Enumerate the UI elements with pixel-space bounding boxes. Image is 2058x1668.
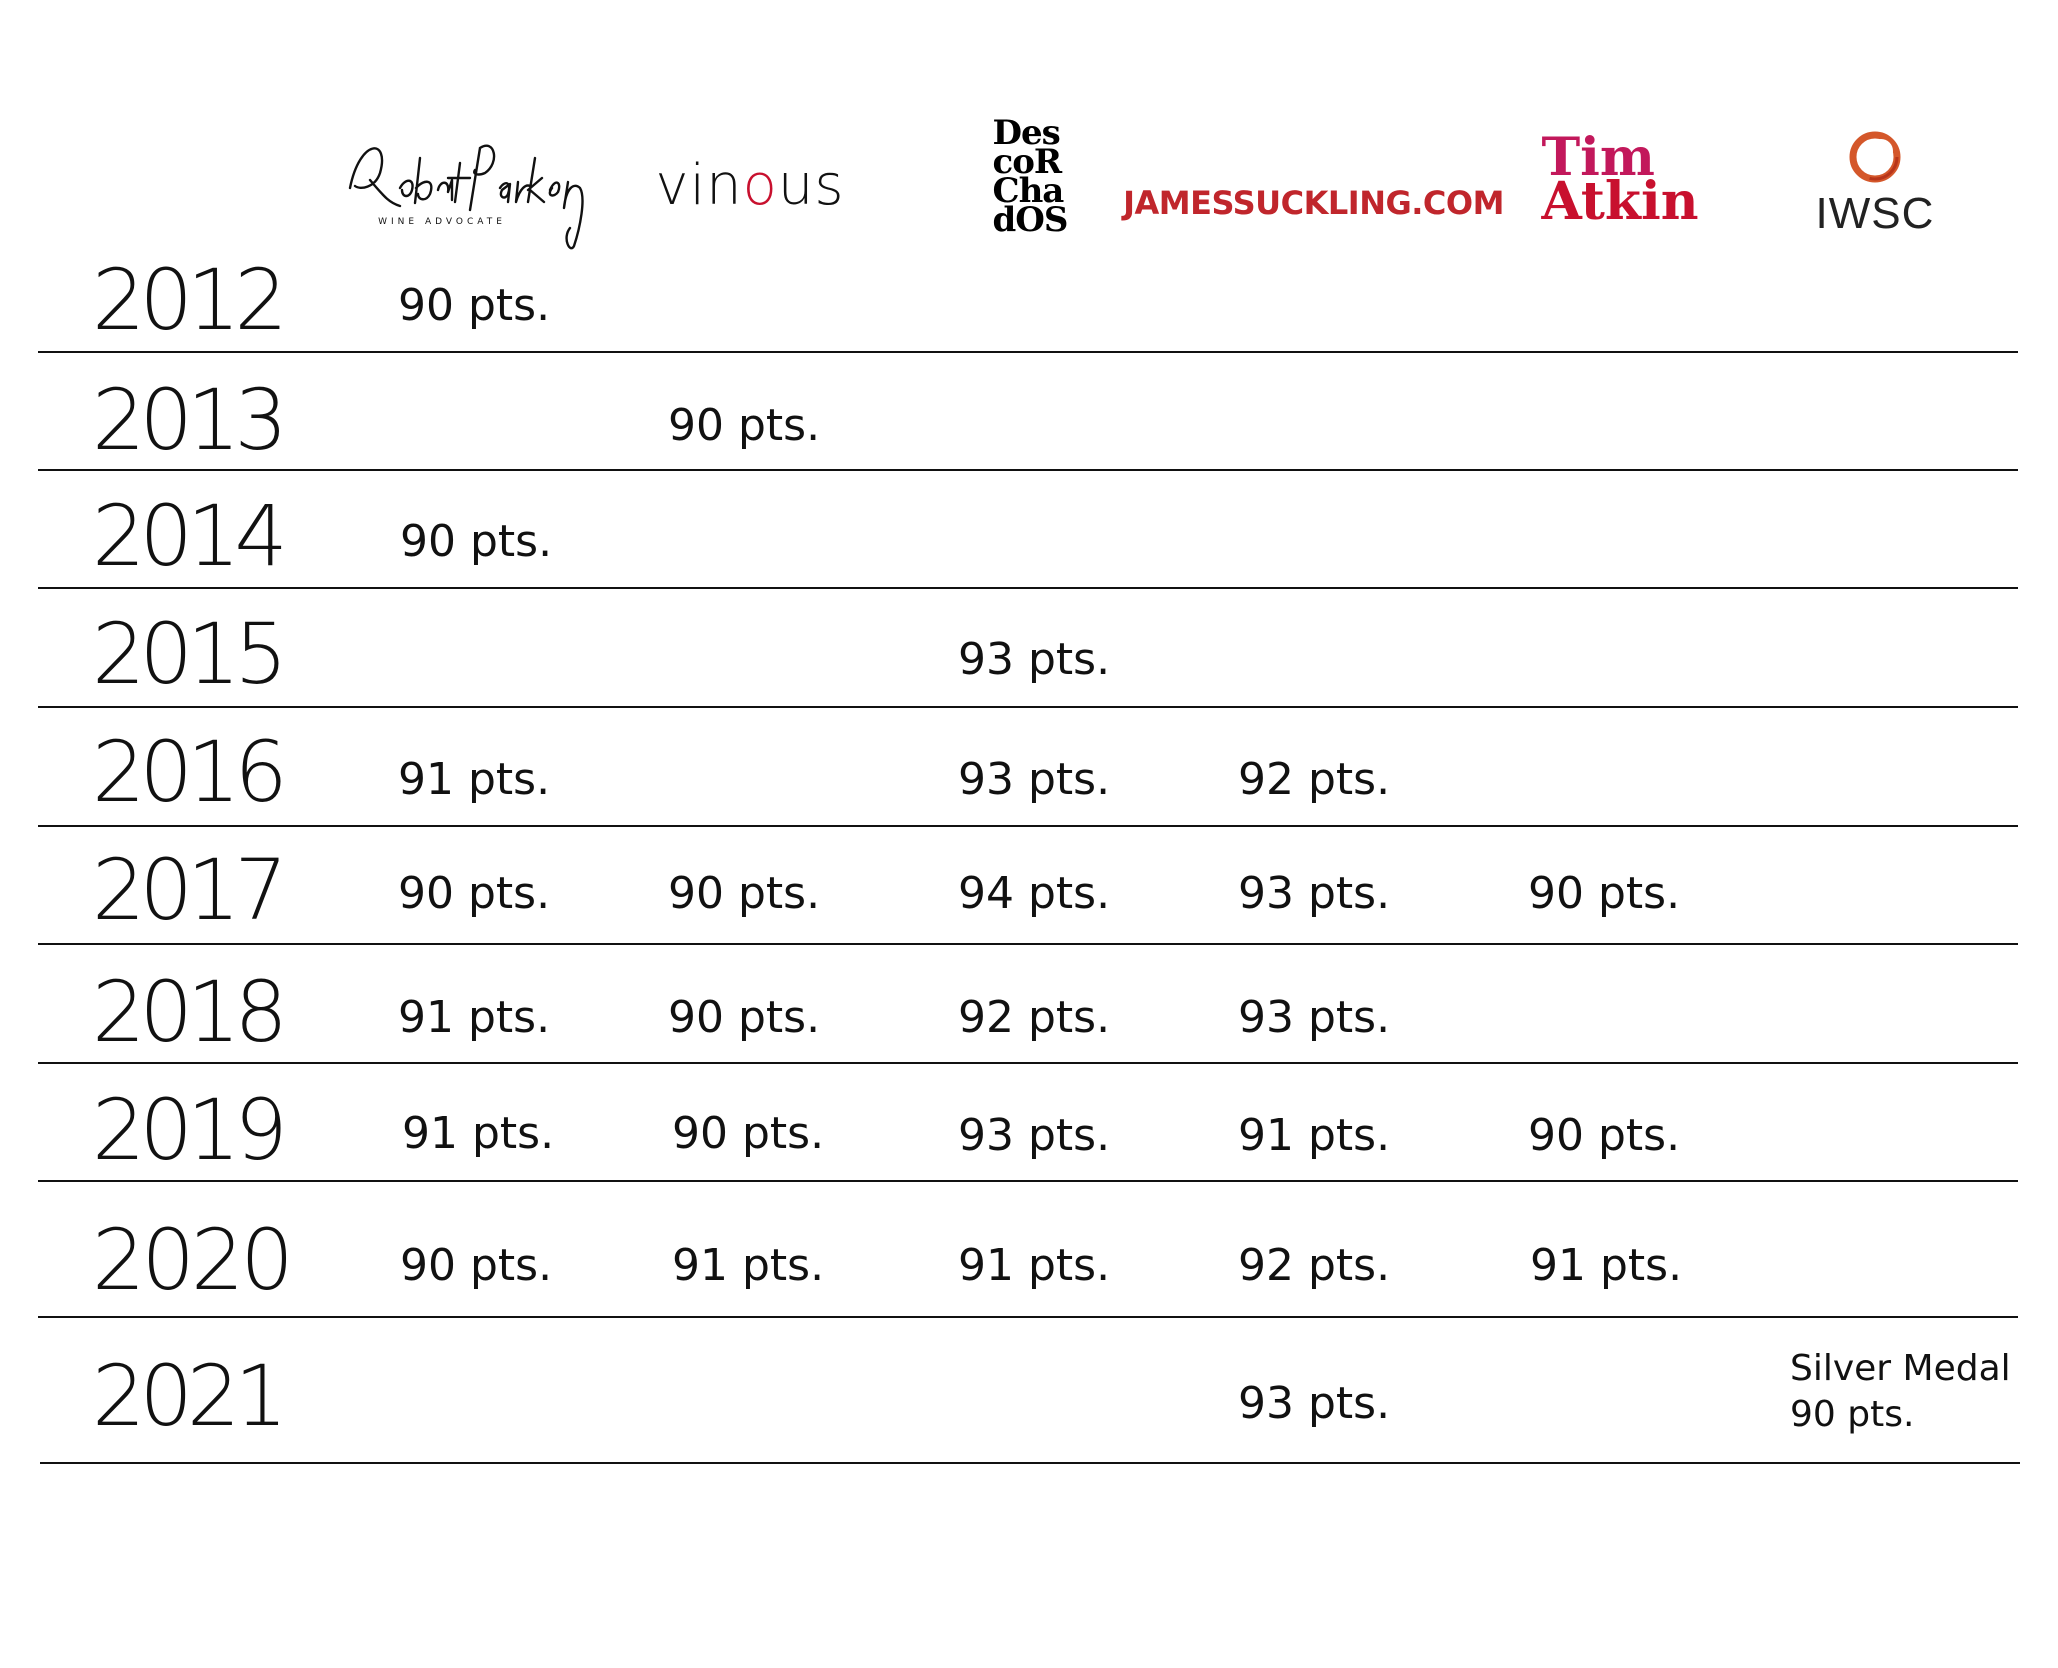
row-divider	[38, 1180, 2018, 1182]
score-cell: 92 pts.	[1238, 754, 1391, 805]
year-label: 2015	[92, 605, 282, 703]
year-label: 2014	[92, 487, 282, 585]
score-cell: 91 pts.	[958, 1240, 1111, 1291]
score-cell: 91 pts.	[398, 754, 551, 805]
year-label: 2021	[92, 1347, 282, 1445]
score-cell: 90 pts.	[1528, 868, 1681, 919]
score-cell: 90 pts.	[398, 280, 551, 331]
row-divider	[38, 943, 2018, 945]
row-divider	[38, 1062, 2018, 1064]
tim-atkin-wordmark: Tim Atkin	[1541, 127, 1699, 232]
jamessuckling-wordmark: JAMESSUCKLING.COM	[1123, 184, 1504, 222]
descorchados-wordmark: Des coR Cha dOS	[992, 113, 1068, 240]
score-cell: 92 pts.	[1238, 1240, 1391, 1291]
score-cell: 91 pts.	[1238, 1110, 1391, 1161]
score-cell: 93 pts.	[958, 1110, 1111, 1161]
year-label: 2018	[92, 963, 282, 1061]
row-divider	[38, 825, 2018, 827]
score-cell: 90 pts.	[398, 868, 551, 919]
award-points: 90 pts.	[1790, 1394, 1915, 1435]
year-label: 2019	[92, 1081, 282, 1179]
iwsc-wordmark: IWSC	[1815, 189, 1935, 238]
score-cell: 93 pts.	[1238, 992, 1391, 1043]
year-label: 2016	[92, 723, 282, 821]
row-divider	[38, 1316, 2018, 1318]
vinous-wordmark: vinous	[655, 152, 845, 218]
row-divider	[38, 351, 2018, 353]
year-label: 2013	[92, 371, 282, 469]
score-cell: 93 pts.	[1238, 1378, 1391, 1429]
row-divider	[38, 469, 2018, 471]
score-cell: 91 pts.	[398, 992, 551, 1043]
score-cell: 90 pts.	[668, 868, 821, 919]
year-label: 2017	[92, 841, 282, 939]
score-cell: 90 pts.	[1528, 1110, 1681, 1161]
score-cell: 90 pts.	[672, 1108, 825, 1159]
score-cell: 90 pts.	[668, 992, 821, 1043]
score-cell: 92 pts.	[958, 992, 1111, 1043]
row-divider	[40, 1462, 2020, 1464]
year-label: 2012	[92, 251, 282, 349]
row-divider	[38, 587, 2018, 589]
year-label: 2020	[92, 1211, 290, 1309]
score-cell: 93 pts.	[958, 634, 1111, 685]
score-cell: 91 pts.	[1530, 1240, 1683, 1291]
score-cell: 91 pts.	[672, 1240, 825, 1291]
score-cell: 90 pts.	[400, 516, 553, 567]
score-cell: 93 pts.	[1238, 868, 1391, 919]
row-divider	[38, 706, 2018, 708]
iwsc-award-cell	[1790, 1346, 2011, 1438]
parker-subtitle: WINE ADVOCATE	[378, 217, 506, 227]
award-medal: Silver Medal	[1790, 1348, 2011, 1389]
score-cell: 91 pts.	[402, 1108, 555, 1159]
score-cell: 90 pts.	[400, 1240, 553, 1291]
score-cell: 90 pts.	[668, 400, 821, 451]
score-cell: 94 pts.	[958, 868, 1111, 919]
score-cell: 93 pts.	[958, 754, 1111, 805]
